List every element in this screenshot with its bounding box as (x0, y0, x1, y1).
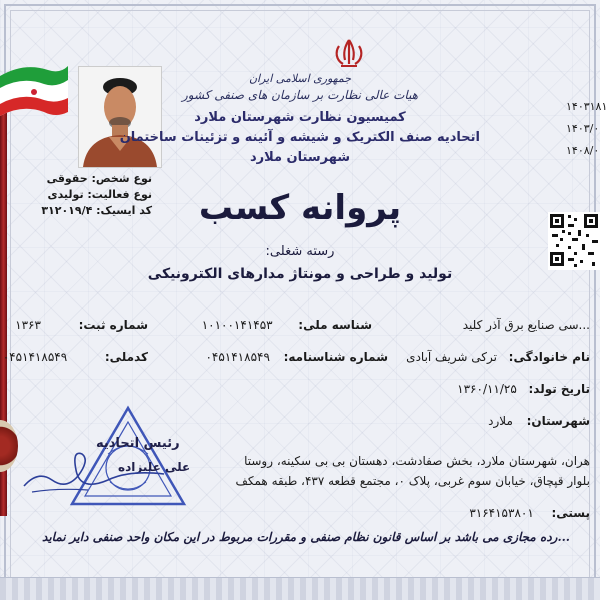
postal-code: پستی: ۳۱۶۴۱۵۳۸۰۱ (469, 506, 590, 520)
reference-numbers (566, 96, 607, 162)
national-id: شناسه ملی: ۱۰۱۰۰۱۴۱۴۵۳ (201, 318, 372, 332)
surname: نام خانوادگی: ترکی شریف آبادی (406, 350, 590, 364)
occupation-label: رسته شغلی: (265, 244, 335, 259)
commission-name: کمیسیون نظارت شهرستان ملارد (194, 110, 406, 125)
id-number: شماره شناسنامه: ۰۴۵۱۴۱۸۵۴۹ (205, 350, 388, 364)
issue-date: ۱۴۰۳/۰ (566, 122, 600, 135)
page-title: پروانه کسب (198, 188, 402, 228)
legal-footer: ...رده مجازی می باشد بر اساس قانون نظام صنفی و مقررات مربوط در این مکان واحد صنفی دایر نماید (42, 530, 570, 544)
person-portrait-icon (79, 67, 161, 167)
isic-code: کد ایسیک: ۳۱۲۰۱۹/۴ (41, 204, 152, 217)
address-line-1: هران، شهرستان ملارد، بخش صفادشت، دهستان بی بی سکینه، روستا (244, 454, 590, 468)
expiry-date: ۱۴۰۸/۰ (566, 144, 600, 157)
business-name: ...سی صنایع برق آذر کلید (462, 318, 590, 332)
city-heading: شهرستان ملارد (249, 150, 351, 165)
person-type: نوع شخص: حقوقی (46, 172, 152, 185)
signature-icon (18, 440, 168, 500)
iran-flag-icon (0, 58, 74, 120)
union-name: اتحادیه صنف الکتریک و شیشه و آئینه و تزئینات ساختمان (119, 130, 480, 145)
organization-name: هیات عالی نظارت بر سازمان های صنفی کشور (181, 88, 419, 102)
city: شهرستان: ملارد (488, 414, 590, 428)
address-line-2: بلوار قپچاق، خیابان سوم غربی، پلاک ۰، مجتمع قطعه ۴۳۷، طبقه همکف (235, 474, 590, 488)
signatory-title: رئیس اتحادیه (96, 436, 180, 451)
national-code: کدملی: ۰۴۵۱۴۱۸۵۴۹ (2, 350, 148, 364)
iran-emblem-icon (331, 36, 367, 70)
activity-type: نوع فعالیت: تولیدی (47, 188, 152, 201)
reference-number: ۱۴۰۳۱۸۱ (566, 100, 607, 113)
republic-name: جمهوری اسلامی ایران (248, 72, 352, 85)
birth-date: تاریخ تولد: ۱۳۶۰/۱۱/۲۵ (457, 382, 590, 396)
qr-code-icon (548, 212, 600, 270)
bottom-decorative-band (0, 577, 600, 600)
registration-number: شماره ثبت: ۱۳۶۳ (15, 318, 148, 332)
signatory-name: علی علیزاده (118, 460, 191, 474)
occupation-value: تولید و طراحی و مونتاژ مدارهای الکترونیکی (147, 266, 453, 282)
